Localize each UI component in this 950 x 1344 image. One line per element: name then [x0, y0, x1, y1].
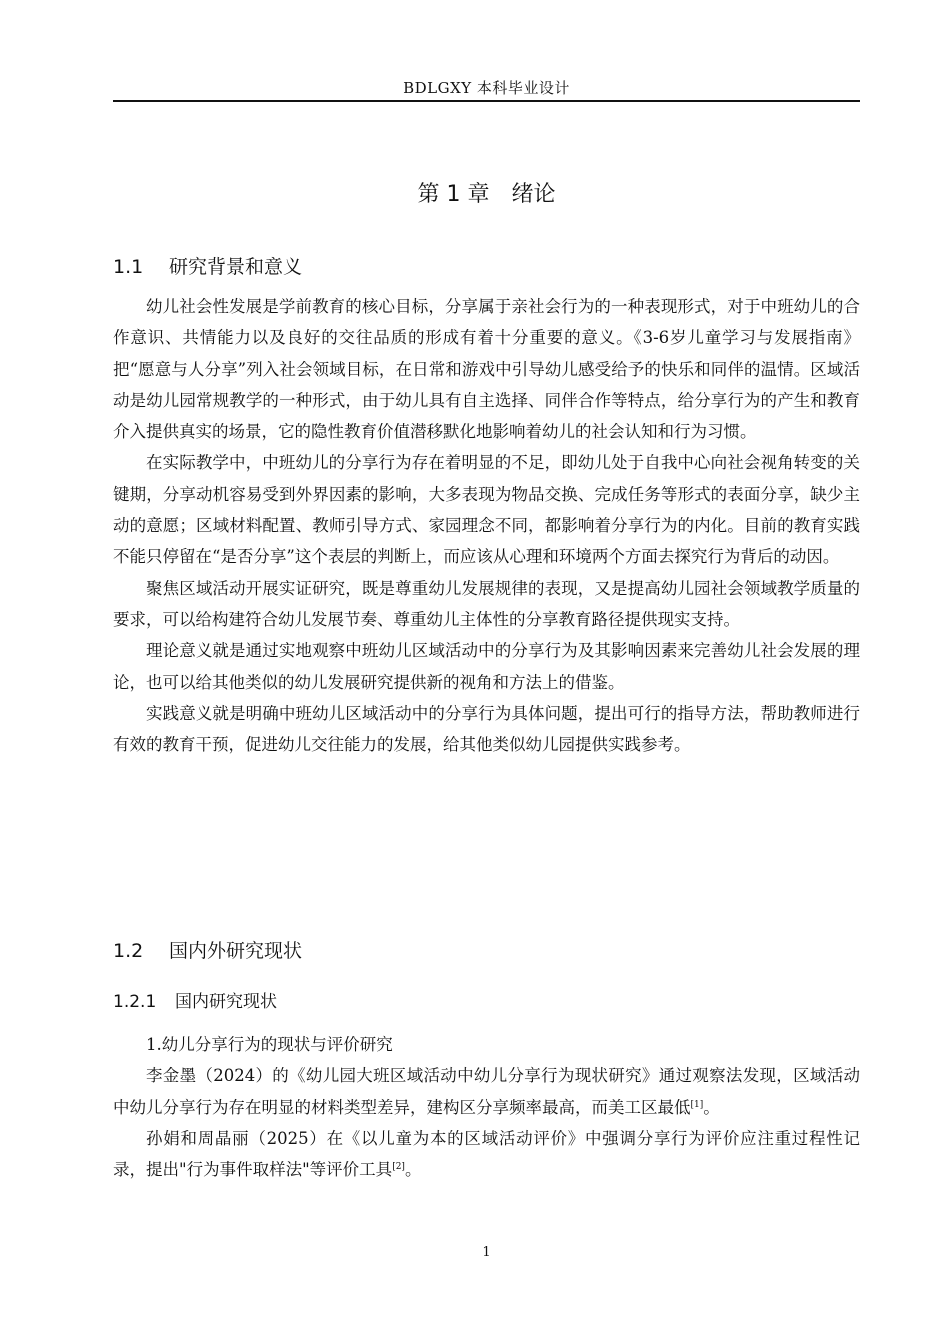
subsection-title: 国内研究现状	[175, 992, 277, 1012]
item-heading: 1.幼儿分享行为的现状与评价研究	[146, 1035, 393, 1054]
citation-ref: [2]	[392, 1162, 405, 1173]
paragraph: 在实际教学中，中班幼儿的分享行为存在着明显的不足，即幼儿处于自我中心向社会视角转变的关键期，分享动机容易受到外界因素的影响，大多表现为物品交换、完成任务等形式的表面分享，缺少主动的意愿；区域材料配置、教师引导方式、家园理念不同，都影响着分享行为的内化。目前的教育实践不能只停留在“是否分享”这个表层的判断上，而应该从心理和环境两个方面去探究行为背后的动因。	[113, 453, 860, 567]
section-1-1-body	[113, 291, 860, 760]
paragraph: 聚焦区域活动开展实证研究，既是尊重幼儿发展规律的表现，又是提高幼儿园社会领域教学质量的要求，可以给构建符合幼儿发展节奏、尊重幼儿主体性的分享教育路径提供现实支持。	[113, 578, 860, 629]
subsection-number: 1.2.1	[113, 992, 157, 1012]
section-number: 1.1	[113, 256, 144, 278]
section-number: 1.2	[113, 940, 144, 962]
paragraph-text: 孙娟和周晶丽（2025）在《以儿童为本的区域活动评价》中强调分享行为评价应注重过程性记录，提出"行为事件取样法"等评价工具	[113, 1128, 860, 1180]
section-title: 国内外研究现状	[169, 940, 303, 962]
subsection-heading-1-2-1	[113, 990, 277, 1014]
section-heading-1-2	[113, 938, 302, 964]
paragraph-text: 李金墨（2024）的《幼儿园大班区域活动中幼儿分享行为现状研究》通过观察法发现，区域活动中幼儿分享行为存在明显的材料类型差异，建构区分享频率最高，而美工区最低	[113, 1066, 860, 1117]
citation-ref: [1]	[690, 1099, 704, 1110]
paragraph-end: 。	[703, 1097, 720, 1117]
paragraph	[113, 1123, 860, 1186]
page-number: 1	[482, 1245, 491, 1260]
paragraph: 实践意义就是明确中班幼儿区域活动中的分享行为具体问题，提出可行的指导方法，帮助教师进行有效的教育干预，促进幼儿交往能力的发展，给其他类似幼儿园提供实践参考。	[113, 703, 860, 755]
section-heading-1-1	[113, 254, 302, 280]
paragraph	[113, 1060, 860, 1123]
chapter-title: 第 1 章 绪论	[417, 182, 556, 207]
paragraph: 理论意义就是通过实地观察中班幼儿区域活动中的分享行为及其影响因素来完善幼儿社会发展的理论，也可以给其他类似的幼儿发展研究提供新的视角和方法上的借鉴。	[113, 641, 860, 692]
section-title: 研究背景和意义	[169, 256, 303, 278]
running-header: BDLGXY 本科毕业设计	[403, 79, 570, 97]
paragraph: 幼儿社会性发展是学前教育的核心目标，分享属于亲社会行为的一种表现形式，对于中班幼儿的合作意识、共情能力以及良好的交往品质的形成有着十分重要的意义。《3-6岁儿童学习与发展指南》把“愿意与人分享”列入社会领域目标，在日常和游戏中引导幼儿感受给予的快乐和同伴的温情。区域活动是幼儿园常规教学的一种形式，由于幼儿具有自主选择、同伴合作等特点，给分享行为的产生和教育介入提供真实的场景，它的隐性教育价值潜移默化地影响着幼儿的社会认知和行为习惯。	[113, 297, 860, 442]
paragraph-end: 。	[404, 1160, 422, 1180]
section-1-2-1-body	[113, 1029, 860, 1185]
header-rule	[113, 100, 860, 102]
